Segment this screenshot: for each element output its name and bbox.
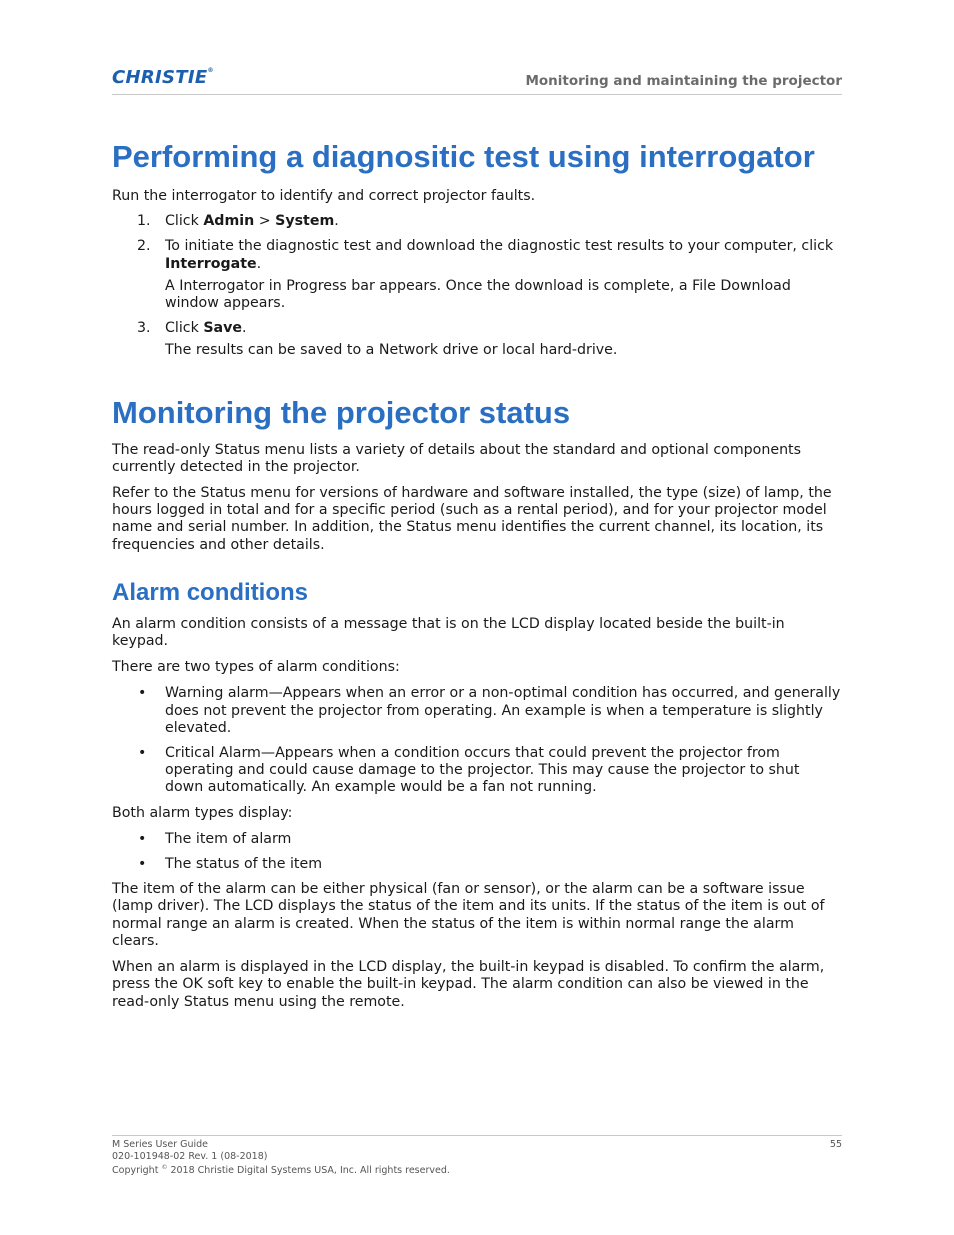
page-content — [112, 138, 842, 1020]
list-item — [112, 831, 842, 848]
step-number: 3. — [137, 320, 151, 337]
step-text: Click — [165, 213, 204, 230]
page-number: 55 — [829, 1139, 842, 1150]
running-title: Monitoring and maintaining the projector — [525, 73, 842, 89]
footer-copyright — [112, 1162, 842, 1177]
alarm-types-list — [112, 685, 842, 796]
paragraph: The read-only Status menu lists a variety of details about the standard and optional components currently detected in the projector. — [112, 441, 802, 475]
list-item-text: Critical Alarm—Appears when a condition occurs that could prevent the projector from operating and could cause damage to the projector. This may cause the projector to shut down automatically. An example would be a fan not running. — [165, 745, 800, 796]
procedure-steps — [112, 213, 842, 359]
paragraph: Refer to the Status menu for versions of hardware and software installed, the type (size) of lamp, the hours logged in total and for a specific period (such as a rental period), and for your projector model name and serial number. In addition, the Status menu identifies the current channel, its location, its frequencies and other details. — [112, 485, 832, 553]
list-item-text: Warning alarm—Appears when an error or a non-optimal condition has occurred, and generally does not prevent the projector from operating. An example is when a temperature is slightly elevated. — [165, 685, 841, 736]
paragraph: When an alarm is displayed in the LCD display, the built-in keypad is disabled. To confirm the alarm, press the OK soft key to enable the built-in keypad. The alarm condition can also be viewed in the read-only Status menu using the remote. — [112, 959, 825, 1010]
bullet: • — [138, 830, 147, 847]
footer-doc-title: M Series User Guide — [112, 1139, 209, 1150]
step-2 — [112, 238, 842, 312]
step-text: > — [254, 213, 276, 230]
section-alarm-conditions — [112, 578, 842, 1011]
list-item — [112, 745, 842, 797]
bullet: • — [138, 685, 147, 702]
step-3 — [112, 320, 842, 359]
ui-term-save: Save — [203, 320, 242, 337]
step-text: . — [256, 255, 262, 272]
step-result: A Interrogator in Progress bar appears. Once the download is complete, a File Download window appears. — [165, 277, 791, 312]
list-item-text: The status of the item — [165, 856, 323, 873]
step-text: . — [334, 213, 339, 230]
footer-doc-revision: 020-101948-02 Rev. 1 (08-2018) — [112, 1150, 268, 1162]
copyright-text: 2018 Christie Digital Systems USA, Inc. All rights reserved. — [167, 1165, 450, 1177]
section-projector-status — [112, 394, 842, 554]
christie-logo — [112, 67, 214, 88]
subsection-title-alarm-conditions: Alarm conditions — [112, 578, 309, 606]
page-footer — [112, 1135, 842, 1177]
logo-registered-mark: ® — [207, 67, 214, 74]
step-number: 1. — [137, 213, 151, 230]
section-title-diagnostic-test: Performing a diagnositic test using interrogator — [112, 139, 815, 174]
bullet: • — [138, 745, 147, 762]
copyright-symbol: © — [161, 1164, 168, 1171]
list-item — [112, 685, 842, 737]
ui-term-system: System — [275, 213, 335, 230]
list-item-text: The item of alarm — [165, 830, 292, 847]
step-text: To initiate the diagnostic test and download the diagnostic test results to your computer, click — [165, 238, 834, 255]
ui-term-interrogate: Interrogate — [165, 255, 257, 272]
bullet: • — [138, 856, 147, 873]
ui-term-admin: Admin — [203, 213, 255, 230]
copyright-label: Copyright — [112, 1165, 162, 1177]
step-1 — [112, 213, 842, 230]
paragraph: There are two types of alarm conditions: — [112, 659, 400, 676]
page-header — [112, 66, 842, 95]
alarm-display-list — [112, 831, 842, 873]
list-item — [112, 856, 842, 873]
paragraph: An alarm condition consists of a message that is on the LCD display located beside the built-in keypad. — [112, 615, 785, 650]
step-text: Click — [165, 320, 204, 337]
section-intro: Run the interrogator to identify and correct projector faults. — [112, 188, 536, 204]
paragraph: The item of the alarm can be either physical (fan or sensor), or the alarm can be a software issue (lamp driver). The LCD displays the status of the item and its units. If the status of the item is out of normal range an alarm is created. When the status of the item is within normal range the alarm clears. — [112, 881, 825, 949]
step-text: . — [242, 320, 247, 337]
step-number: 2. — [137, 238, 151, 255]
section-title-projector-status: Monitoring the projector status — [112, 394, 571, 430]
paragraph: Both alarm types display: — [112, 804, 293, 821]
logo-text: CHRISTIE — [112, 67, 208, 88]
step-result: The results can be saved to a Network drive or local hard-drive. — [165, 342, 618, 359]
